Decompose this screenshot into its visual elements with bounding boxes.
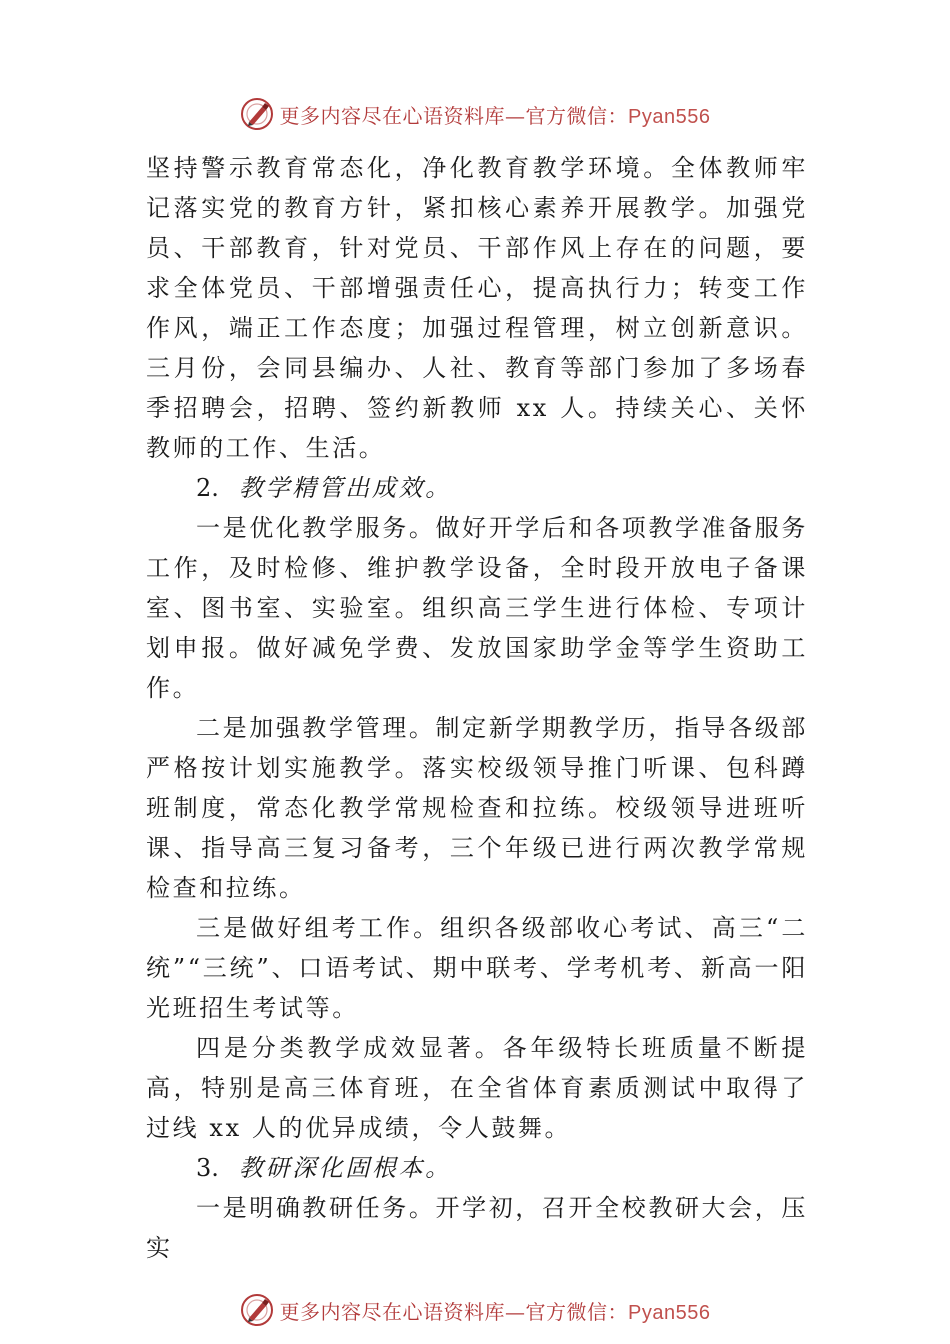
paragraph-5: 四是分类教学成效显著。各年级特长班质量不断提高，特别是高三体育班，在全省体育素质测试中取得了过线 xx 人的优异成绩，令人鼓舞。 xyxy=(146,1034,808,1142)
header-banner-label: 更多内容尽在心语资料库—官方微信： xyxy=(279,103,629,128)
paragraph-2: 一是优化教学服务。做好开学后和各项教学准备服务工作，及时检修、维护教学设备，全时段开放电子备课室、图书室、实验室。组织高三学生进行体检、专项计划申报。做好减免学费、发放国家助学金等学生资助工作。 xyxy=(146,514,808,702)
header-wechat-id: Pyan556 xyxy=(628,105,711,128)
section-heading-2 xyxy=(146,468,808,508)
section-number-2: 2. xyxy=(196,474,219,502)
section-title-3: 教研深化固根本。 xyxy=(238,1154,452,1182)
paragraph-4: 三是做好组考工作。组织各级部收心考试、高三“二统”“三统”、口语考试、期中联考、学考机考、新高一阳光班招生考试等。 xyxy=(146,914,808,1022)
section-number-3: 3. xyxy=(196,1154,219,1182)
section-title-2: 教学精管出成效。 xyxy=(238,474,452,502)
pen-logo-icon xyxy=(240,97,274,131)
footer-banner xyxy=(0,1290,950,1330)
paragraph-1: 坚持警示教育常态化，净化教育教学环境。全体教师牢记落实党的教育方针，紧扣核心素养开展教学。加强党员、干部教育，针对党员、干部作风上存在的问题，要求全体党员、干部增强责任心，提高执行力；转变工作作风，端正工作态度；加强过程管理，树立创新意识。三月份，会同县编办、人社、教育等部门参加了多场春季招聘会，招聘、签约新教师 xx 人。持续关心、关怀教师的工作、生活。 xyxy=(146,154,808,462)
footer-wechat-id: Pyan556 xyxy=(628,1301,711,1324)
pen-logo-icon xyxy=(240,1293,274,1327)
paragraph-6: 一是明确教研任务。开学初，召开全校教研大会，压实 xyxy=(146,1194,808,1262)
footer-banner-label: 更多内容尽在心语资料库—官方微信： xyxy=(279,1299,629,1324)
section-heading-3 xyxy=(146,1148,808,1188)
document-body xyxy=(146,148,808,1268)
header-banner xyxy=(0,94,950,134)
header-banner-text xyxy=(280,100,711,129)
footer-banner-text xyxy=(280,1296,711,1325)
paragraph-3: 二是加强教学管理。制定新学期教学历，指导各级部严格按计划实施教学。落实校级领导推门听课、包科蹲班制度，常态化教学常规检查和拉练。校级领导进班听课、指导高三复习备考，三个年级已进行两次教学常规检查和拉练。 xyxy=(146,714,808,902)
